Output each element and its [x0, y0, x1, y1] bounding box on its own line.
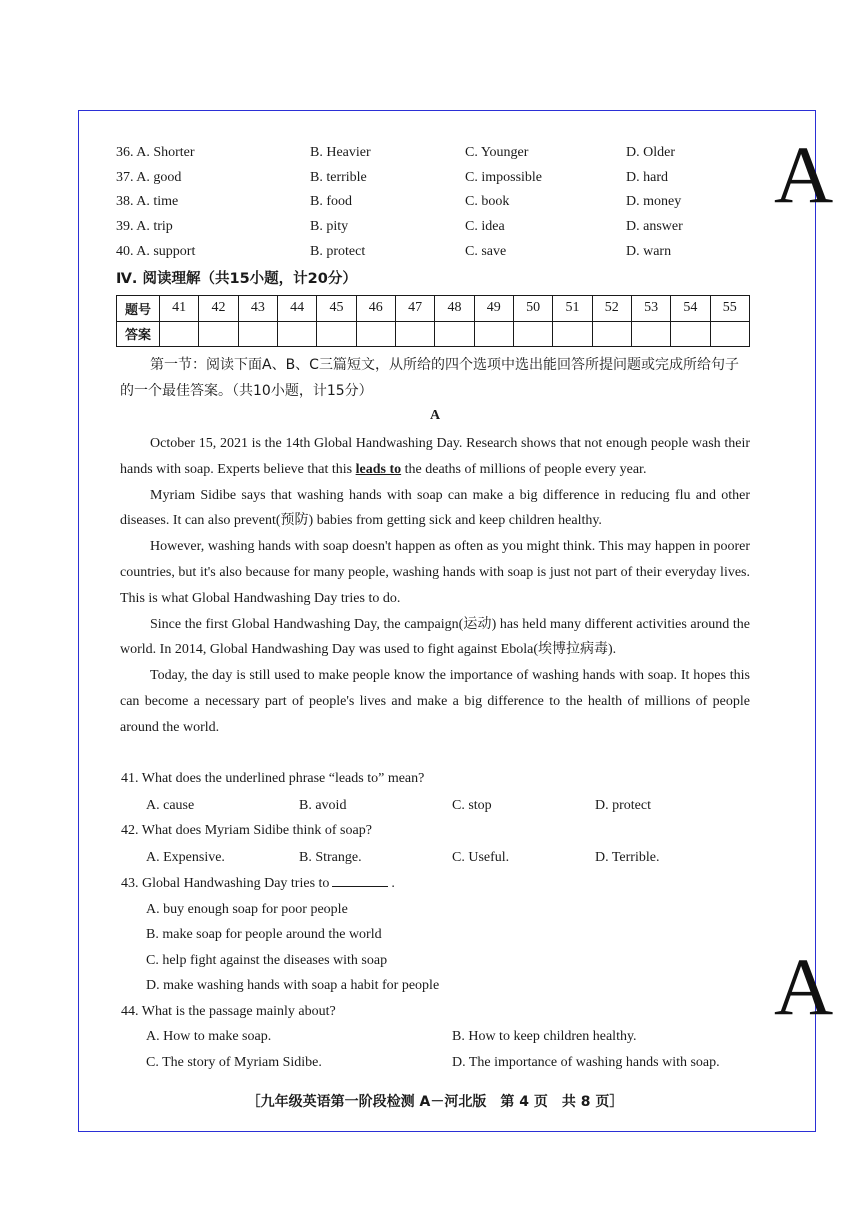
- q41-option-a: A. cause: [146, 798, 195, 813]
- answer-cell[interactable]: [671, 321, 710, 347]
- table-number-cell: 44: [277, 296, 316, 322]
- passage-paragraph-4: Since the first Global Handwashing Day, the campaign(运动) has held many different activities around the world. In 2014, Global Handwashing Day was used to fight against Ebola(埃博拉病毒).: [120, 616, 750, 658]
- table-number-cell: 47: [395, 296, 434, 322]
- margin-letter-top: A: [774, 129, 834, 220]
- answer-cell[interactable]: [435, 321, 474, 347]
- section-heading: Ⅳ. 阅读理解（共15小题，计20分）: [116, 271, 357, 287]
- answer-row-label: 答案: [117, 321, 160, 347]
- option-a: 37. A. good: [116, 170, 182, 185]
- table-number-cell: 53: [631, 296, 670, 322]
- page-footer: ［九年级英语第一阶段检测 A－河北版 第 4 页 共 8 页］: [246, 1094, 624, 1110]
- option-a: 38. A. time: [116, 194, 179, 209]
- q41-option-c: C. stop: [452, 798, 492, 813]
- option-a: 40. A. support: [116, 244, 196, 259]
- passage-paragraph-3: However, washing hands with soap doesn't happen as often as you might think. This may happen in poorer countries, but it's also because for many people, washing hands with soap is just not part of their everyday lives. This is what Global Handwashing Day tries to do.: [120, 539, 750, 606]
- reading-passage: [120, 431, 750, 741]
- table-number-cell: 42: [199, 296, 238, 322]
- margin-letter-bottom: A: [774, 941, 834, 1032]
- option-c: C. save: [465, 244, 507, 259]
- answer-cell[interactable]: [474, 321, 513, 347]
- table-number-cell: 48: [435, 296, 474, 322]
- passage-paragraph-1: October 15, 2021 is the 14th Global Handwashing Day. Research shows that not enough people wash their hands with soap. Experts believe that this leads to the deaths of millions of people every year.: [120, 436, 750, 477]
- table-number-cell: 55: [710, 296, 749, 322]
- option-c: C. book: [465, 194, 510, 209]
- answer-table: [116, 295, 750, 347]
- answer-cell[interactable]: [356, 321, 395, 347]
- q44-option-d: D. The importance of washing hands with soap.: [452, 1055, 720, 1070]
- question-43-stem: 43. Global Handwashing Day tries to .: [121, 876, 395, 891]
- answer-cell[interactable]: [160, 321, 199, 347]
- q41-option-b: B. avoid: [299, 798, 347, 813]
- answer-table-number-row: [117, 296, 750, 322]
- q43-option-d: D. make washing hands with soap a habit for people: [146, 978, 440, 993]
- table-number-cell: 45: [317, 296, 356, 322]
- q43-option-c: C. help fight against the diseases with soap: [146, 953, 388, 968]
- option-d: D. Older: [626, 145, 675, 160]
- answer-cell[interactable]: [553, 321, 592, 347]
- option-a: 39. A. trip: [116, 219, 173, 234]
- option-b: B. pity: [310, 219, 349, 234]
- option-d: D. answer: [626, 219, 683, 234]
- answer-cell[interactable]: [395, 321, 434, 347]
- answer-cell[interactable]: [317, 321, 356, 347]
- answer-blank: [332, 886, 388, 887]
- q44-option-a: A. How to make soap.: [146, 1029, 272, 1044]
- section-instruction: 第一节：阅读下面A、B、C三篇短文，从所给的四个选项中选出能回答所提问题或完成所给句子的一个最佳答案。（共10小题，计15分）: [120, 357, 739, 399]
- table-number-cell: 54: [671, 296, 710, 322]
- answer-cell[interactable]: [199, 321, 238, 347]
- q43-option-b: B. make soap for people around the world: [146, 927, 382, 942]
- answer-cell[interactable]: [631, 321, 670, 347]
- answer-cell[interactable]: [592, 321, 631, 347]
- answer-cell[interactable]: [513, 321, 552, 347]
- table-number-cell: 50: [513, 296, 552, 322]
- option-d: D. warn: [626, 244, 672, 259]
- passage-paragraph-5: Today, the day is still used to make people know the importance of washing hands with soap. It hopes this can become a necessary part of people's lives and make a big difference to the health of millions of people around the world.: [120, 668, 750, 735]
- option-b: B. protect: [310, 244, 366, 259]
- option-c: C. idea: [465, 219, 505, 234]
- option-d: D. money: [626, 194, 682, 209]
- underlined-phrase: leads to: [355, 461, 402, 477]
- q42-option-b: B. Strange.: [299, 850, 362, 865]
- table-number-cell: 52: [592, 296, 631, 322]
- option-d: D. hard: [626, 170, 668, 185]
- q44-option-c: C. The story of Myriam Sidibe.: [146, 1055, 322, 1070]
- q41-option-d: D. protect: [595, 798, 651, 813]
- table-number-cell: 41: [160, 296, 199, 322]
- passage-title: A: [429, 408, 441, 423]
- answer-cell[interactable]: [710, 321, 749, 347]
- q43-option-a: A. buy enough soap for poor people: [146, 902, 348, 917]
- question-44-stem: 44. What is the passage mainly about?: [121, 1004, 336, 1019]
- option-c: C. impossible: [465, 170, 543, 185]
- option-b: B. Heavier: [310, 145, 371, 160]
- passage-paragraph-2: Myriam Sidibe says that washing hands with soap can make a big difference in reducing flu and other diseases. It can also prevent(预防) babies from getting sick and keep children healthy.: [120, 487, 750, 529]
- option-b: B. food: [310, 194, 352, 209]
- answer-cell[interactable]: [277, 321, 316, 347]
- table-number-cell: 49: [474, 296, 513, 322]
- q42-option-c: C. Useful.: [452, 850, 510, 865]
- question-41-stem: 41. What does the underlined phrase “leads to” mean?: [121, 771, 425, 786]
- q42-option-a: A. Expensive.: [146, 850, 225, 865]
- question-42-stem: 42. What does Myriam Sidibe think of soap?: [121, 823, 372, 838]
- option-c: C. Younger: [465, 145, 529, 160]
- table-number-cell: 51: [553, 296, 592, 322]
- q44-option-b: B. How to keep children healthy.: [452, 1029, 637, 1044]
- option-a: 36. A. Shorter: [116, 145, 195, 160]
- table-number-cell: 43: [238, 296, 277, 322]
- option-b: B. terrible: [310, 170, 367, 185]
- number-row-label: 题号: [117, 296, 160, 322]
- answer-table-answer-row: [117, 321, 750, 347]
- answer-cell[interactable]: [238, 321, 277, 347]
- table-number-cell: 46: [356, 296, 395, 322]
- q42-option-d: D. Terrible.: [595, 850, 660, 865]
